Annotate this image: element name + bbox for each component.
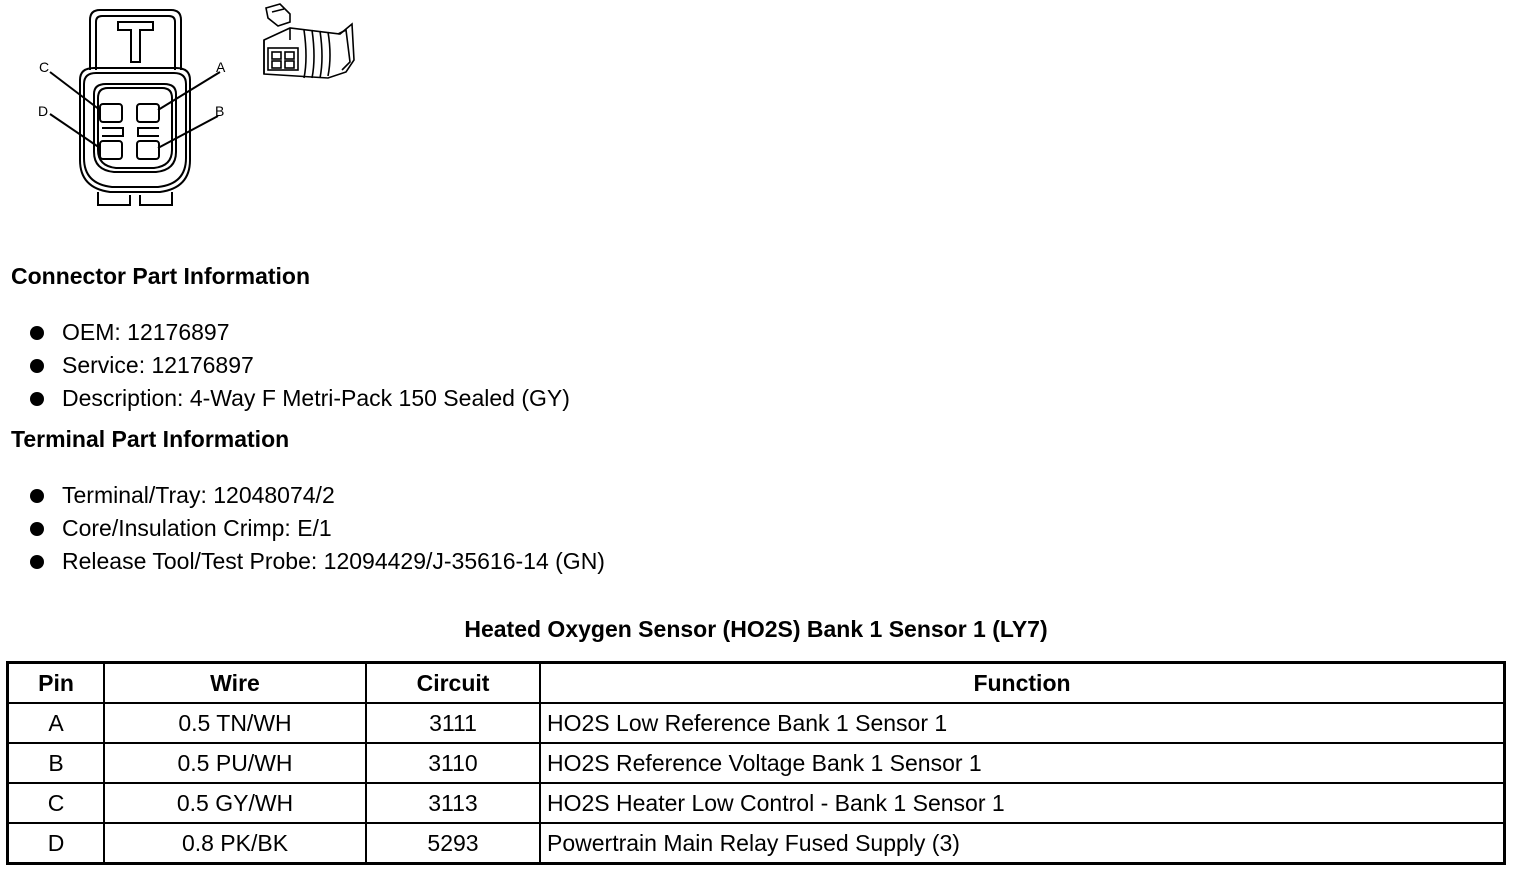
bullet-icon xyxy=(30,489,44,503)
cell-wire: 0.8 PK/BK xyxy=(104,823,366,864)
connector-diagram xyxy=(28,0,368,220)
table-row xyxy=(8,743,1505,783)
core-insulation-crimp: Core/Insulation Crimp: E/1 xyxy=(62,515,332,541)
cell-pin: A xyxy=(8,703,105,743)
cell-pin: B xyxy=(8,743,105,783)
bullet-icon xyxy=(30,326,44,340)
connector-part-info-heading: Connector Part Information xyxy=(11,263,311,289)
header-circuit: Circuit xyxy=(366,663,540,704)
header-pin: Pin xyxy=(8,663,105,704)
cell-circuit: 3113 xyxy=(366,783,540,823)
terminal-part-info-heading: Terminal Part Information xyxy=(11,426,290,452)
table-row xyxy=(8,823,1505,864)
diagram-label-a: A xyxy=(216,59,226,75)
cell-circuit: 5293 xyxy=(366,823,540,864)
table-row xyxy=(8,783,1505,823)
diagram-label-b: B xyxy=(215,103,225,119)
cell-pin: D xyxy=(8,823,105,864)
connector-part-info-list xyxy=(28,316,570,415)
bullet-icon xyxy=(30,555,44,569)
cell-circuit: 3111 xyxy=(366,703,540,743)
list-item xyxy=(28,512,605,545)
list-item xyxy=(28,316,570,349)
bullet-icon xyxy=(30,392,44,406)
terminal-tray: Terminal/Tray: 12048074/2 xyxy=(62,482,335,508)
header-wire: Wire xyxy=(104,663,366,704)
cell-pin: C xyxy=(8,783,105,823)
diagram-label-c: C xyxy=(39,59,50,75)
cell-wire: 0.5 GY/WH xyxy=(104,783,366,823)
pinout-table xyxy=(6,661,1506,865)
terminal-part-info-list xyxy=(28,479,605,578)
cell-wire: 0.5 PU/WH xyxy=(104,743,366,783)
cell-circuit: 3110 xyxy=(366,743,540,783)
release-tool-test-probe: Release Tool/Test Probe: 12094429/J-35616-14 (GN) xyxy=(62,548,605,574)
bullet-icon xyxy=(30,522,44,536)
cell-wire: 0.5 TN/WH xyxy=(104,703,366,743)
list-item xyxy=(28,545,605,578)
cell-function: HO2S Heater Low Control - Bank 1 Sensor 1 xyxy=(540,783,1505,823)
bullet-icon xyxy=(30,359,44,373)
connector-description: Description: 4-Way F Metri-Pack 150 Sealed (GY) xyxy=(62,385,570,411)
pinout-table-title: Heated Oxygen Sensor (HO2S) Bank 1 Sensor 1 (LY7) xyxy=(464,616,1048,642)
table-header-row xyxy=(8,663,1505,704)
cell-function: Powertrain Main Relay Fused Supply (3) xyxy=(540,823,1505,864)
oem-part-number: OEM: 12176897 xyxy=(62,319,230,345)
service-part-number: Service: 12176897 xyxy=(62,352,254,378)
diagram-label-d: D xyxy=(38,103,49,119)
list-item xyxy=(28,382,570,415)
list-item xyxy=(28,479,605,512)
table-row xyxy=(8,703,1505,743)
header-function: Function xyxy=(540,663,1505,704)
list-item xyxy=(28,349,570,382)
connector-isometric-sketch xyxy=(264,4,354,78)
cell-function: HO2S Low Reference Bank 1 Sensor 1 xyxy=(540,703,1505,743)
cell-function: HO2S Reference Voltage Bank 1 Sensor 1 xyxy=(540,743,1505,783)
